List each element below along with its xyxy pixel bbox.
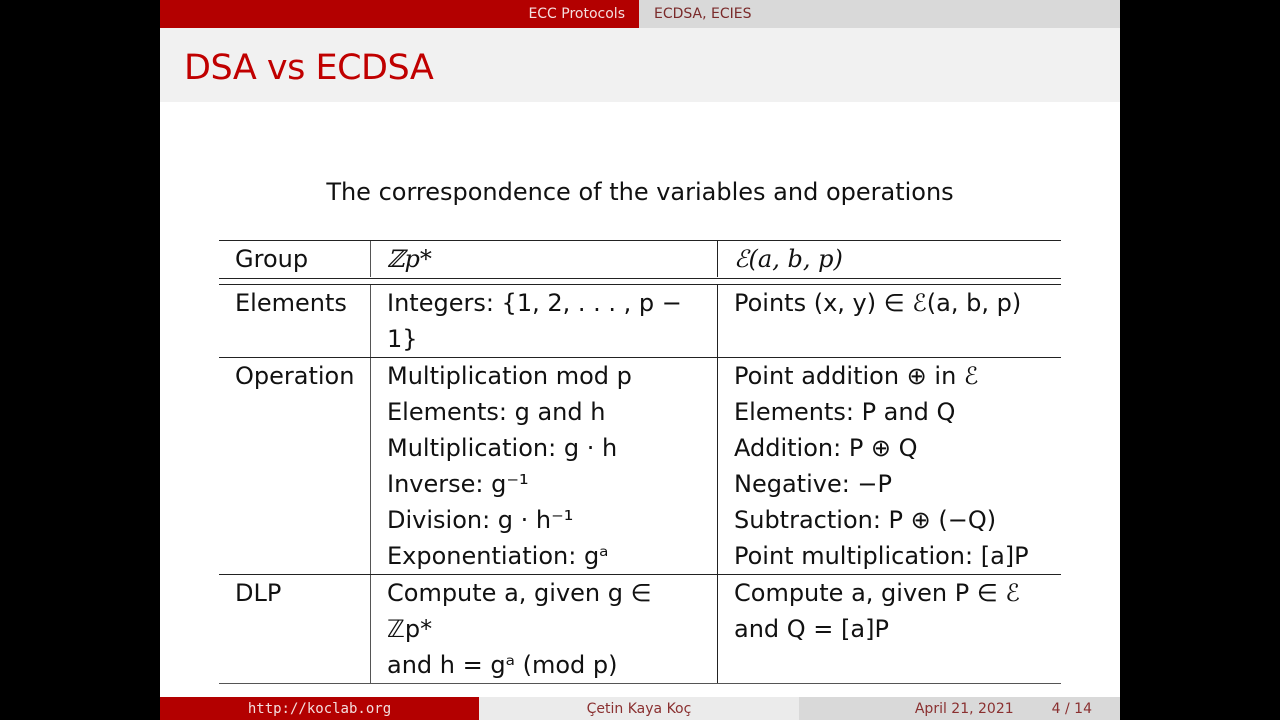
comparison-table	[219, 284, 1061, 684]
ecdsa-cell	[718, 358, 1061, 574]
slide-subtitle: The correspondence of the variables and operations	[326, 178, 954, 206]
table-row-operation	[219, 357, 1061, 574]
cell-line: Subtraction: P ⊕ (−Q)	[734, 506, 997, 534]
cell-line: Division: g · h⁻¹	[387, 506, 574, 534]
footer-bar	[160, 697, 1120, 720]
cell-line: Integers: {1, 2, . . . , p − 1}	[387, 289, 682, 353]
cell-line: Elements: g and h	[387, 398, 606, 426]
slide	[160, 0, 1120, 720]
cell-line: Point addition ⊕ in ℰ	[734, 362, 979, 390]
cell-line: and Q = [a]P	[734, 615, 889, 643]
cell-line: Negative: −P	[734, 470, 893, 498]
table-row-dlp	[219, 574, 1061, 683]
ecdsa-cell	[718, 285, 1061, 357]
row-label: Operation	[219, 358, 371, 574]
navigation-bar	[160, 0, 1120, 28]
cell-line: Inverse: g⁻¹	[387, 470, 529, 498]
cell-line: Compute a, given P ∈ ℰ	[734, 579, 1020, 607]
page-number: 4 / 14	[1051, 700, 1092, 717]
table-header	[219, 240, 1061, 279]
cell-line: Compute a, given g ∈ ℤp*	[387, 579, 652, 643]
cell-line: Multiplication mod p	[387, 362, 632, 390]
section-nav[interactable]	[160, 0, 639, 28]
dsa-cell	[371, 285, 718, 357]
page-title: DSA vs ECDSA	[184, 48, 434, 88]
cell-line: Points (x, y) ∈ ℰ(a, b, p)	[734, 289, 1022, 317]
section-label[interactable]: ECC Protocols	[528, 6, 625, 22]
header-ecdsa-group: ℰ(a, b, p)	[734, 245, 843, 273]
subsection-nav[interactable]	[639, 0, 1120, 28]
row-label: DLP	[219, 575, 371, 683]
cell-line: Elements: P and Q	[734, 398, 956, 426]
cell-line: Point multiplication: [a]P	[734, 542, 1029, 570]
footer-url[interactable]: http://koclab.org	[160, 697, 479, 720]
subsection-label[interactable]: ECDSA, ECIES	[654, 6, 752, 22]
cell-line: Addition: P ⊕ Q	[734, 434, 918, 462]
header-group: Group	[219, 241, 371, 277]
table-row-elements	[219, 285, 1061, 357]
row-label: Elements	[219, 285, 371, 357]
footer-info	[799, 697, 1120, 720]
cell-line: Exponentiation: gᵃ	[387, 542, 609, 570]
dsa-cell	[371, 575, 718, 683]
footer-date: April 21, 2021	[914, 700, 1014, 717]
footer-author: Çetin Kaya Koç	[479, 697, 799, 720]
header-dsa-group: ℤp*	[371, 241, 718, 277]
cell-line: and h = gᵃ (mod p)	[387, 651, 618, 679]
dsa-cell	[371, 358, 718, 574]
cell-line: Multiplication: g · h	[387, 434, 618, 462]
ecdsa-cell	[718, 575, 1061, 683]
frame-title-bar	[160, 28, 1120, 102]
